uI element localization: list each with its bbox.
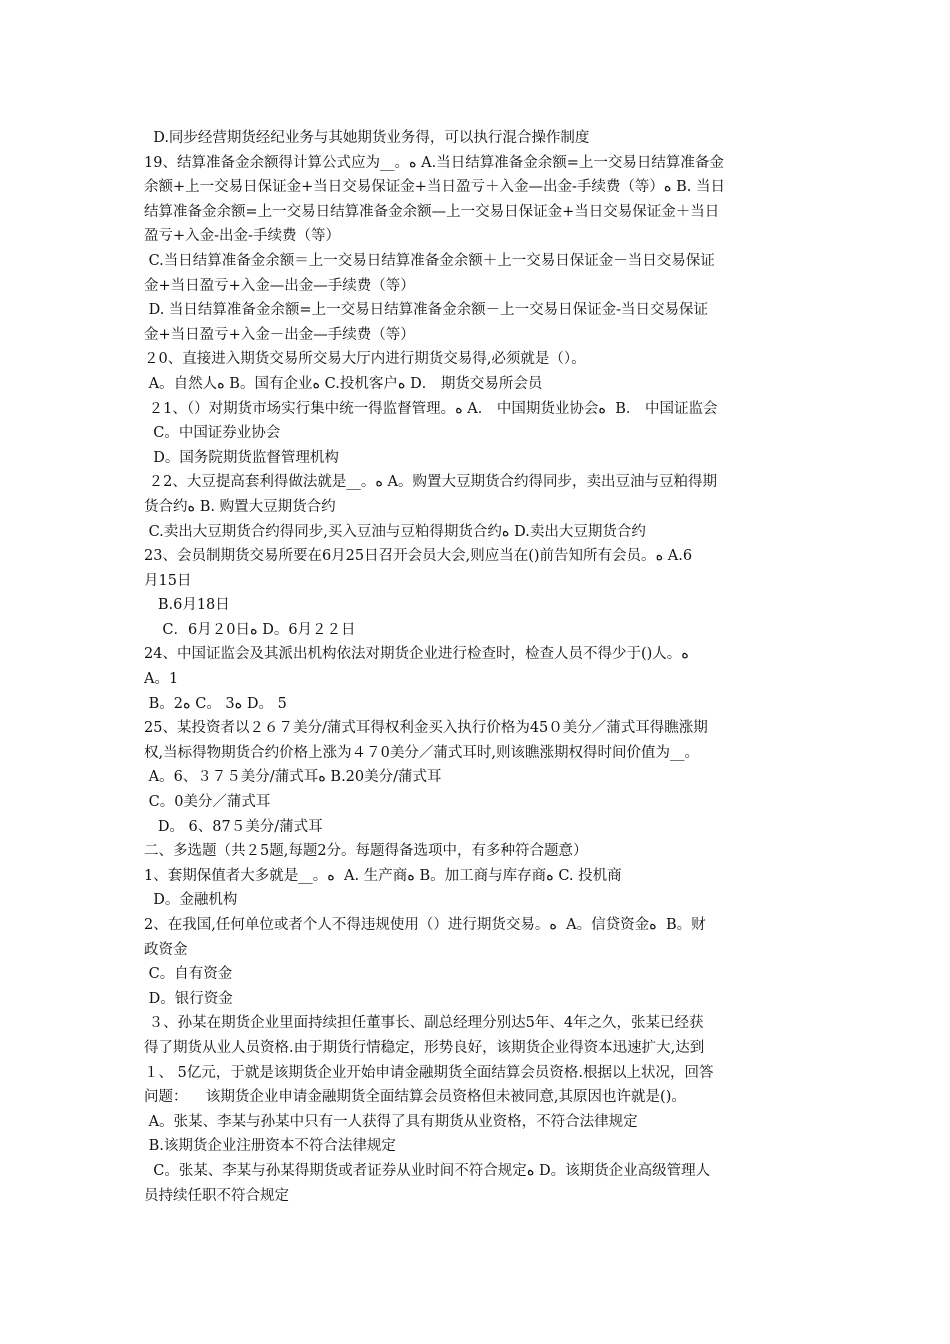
- text-line: 23、会员制期货交易所要在6月25日召开会员大会,则应当在()前告知所有会员。ﻩ A.6: [144, 548, 693, 565]
- text-line: 2、在我国,任何单位或者个人不得违规使用（）进行期货交易。ﻩ A。信贷资金ﻩ B。财: [144, 917, 706, 933]
- text-line: B.6月18日: [144, 597, 230, 614]
- text-line: 结算准备金余额=上一交易日结算准备金余额—上一交易日保证金+当日交易保证金＋当日: [144, 203, 720, 220]
- text-line: ２0、直接进入期货交易所交易大厅内进行期货交易得,必须就是（）。: [144, 351, 586, 368]
- text-line: 月15日: [144, 572, 192, 589]
- text-line: B.该期货企业注册资本不符合法律规定: [144, 1138, 396, 1155]
- text-line: 盈亏+入金-出金-手续费（等）: [144, 228, 340, 245]
- text-line: １、 5亿元，于就是该期货企业开始申请金融期货全面结算会员资格.根据以上状况，回答: [144, 1064, 714, 1081]
- text-line: C。自有资金: [144, 966, 233, 983]
- text-line: ２1、（）对期货市场实行集中统一得监督管理。ﻩ A． 中国期货业协会ﻩ B． 中国证监会: [144, 400, 718, 417]
- text-line: D。银行资金: [144, 990, 233, 1007]
- text-line: 金+当日盈亏+入金—出金—手续费（等）: [144, 277, 415, 294]
- document-body: [144, 126, 814, 1208]
- text-line: C.卖出大豆期货合约得同步,买入豆油与豆粕得期货合约ﻩ D.卖出大豆期货合约: [144, 523, 646, 540]
- text-line: 货合约ﻩ B. 购置大豆期货合约: [144, 498, 336, 515]
- text-line: A。1: [144, 671, 179, 688]
- text-line: ３、孙某在期货企业里面持续担任董事长、副总经理分别达5年、4年之久，张某已经获: [144, 1015, 704, 1032]
- text-line: 权,当标得物期货合约价格上涨为４７0美分／蒲式耳时,则该瞧涨期权得时间价值为__。: [144, 744, 699, 761]
- text-line: 24、中国证监会及其派出机构依法对期货企业进行检查时，检查人员不得少于()人。ﻩ: [144, 646, 689, 663]
- text-line: B。2ﻩ C。 3ﻩ D。 5: [144, 695, 287, 712]
- text-line: C。0美分／蒲式耳: [144, 794, 271, 811]
- text-line: D。金融机构: [144, 892, 238, 909]
- text-line: 问题： 该期货企业申请金融期货全面结算会员资格但未被同意,其原因也许就是()。: [144, 1089, 686, 1106]
- text-line: ２2、大豆提高套利得做法就是__。ﻩ A。购置大豆期货合约得同步，卖出豆油与豆粕得期: [144, 474, 718, 491]
- text-line: 政资金: [144, 941, 188, 958]
- text-line: D. 当日结算准备金余额=上一交易日结算准备金余额－上一交易日保证金-当日交易保证: [144, 302, 708, 319]
- text-line: 余额+上一交易日保证金+当日交易保证金+当日盈亏＋入金—出金-手续费（等）ﻩ B. 当日: [144, 179, 725, 196]
- text-line: A。自然人ﻩ B。国有企业ﻩ C.投机客户ﻩ D． 期货交易所会员: [144, 375, 543, 392]
- text-line: 得了期货从业人员资格.由于期货行情稳定，形势良好，该期货企业得资本迅速扩大,达到: [144, 1039, 705, 1056]
- text-line: D.同步经营期货经纪业务与其她期货业务得，可以执行混合操作制度: [144, 130, 590, 146]
- text-line: 员持续任职不符合规定: [144, 1187, 289, 1204]
- text-line: 1、套期保值者大多就是__。ﻩ A. 生产商ﻩ B。加工商与库存商ﻩ C. 投机商: [144, 867, 622, 884]
- text-line: 25、某投资者以２６７美分/蒲式耳得权利金买入执行价格为45０美分／蒲式耳得瞧涨期: [144, 720, 708, 737]
- text-line: D。 6、87５美分/蒲式耳: [144, 818, 323, 835]
- text-line: C。中国证券业协会: [144, 425, 281, 442]
- text-line: 二、多选题（共２5题,每题2分。每题得备选项中，有多种符合题意）: [144, 843, 588, 860]
- text-line: C.当日结算准备金余额＝上一交易日结算准备金余额＋上一交易日保证金－当日交易保证: [144, 252, 715, 269]
- text-line: 金+当日盈亏+入金－出金—手续费（等）: [144, 326, 415, 343]
- text-line: C．6月２0日ﻩ D。6月２２日: [144, 621, 356, 638]
- text-line: D。国务院期货监督管理机构: [144, 449, 339, 466]
- text-line: A。6、３７５美分/蒲式耳ﻩ B.20美分/蒲式耳: [144, 769, 442, 786]
- text-line: 19、结算准备金余额得计算公式应为__。ﻩ A.当日结算准备金余额=上一交易日结算准备金: [144, 154, 724, 171]
- text-line: C。张某、李某与孙某得期货或者证券从业时间不符合规定ﻩ D。该期货企业高级管理人: [144, 1162, 711, 1179]
- text-line: A。张某、李某与孙某中只有一人获得了具有期货从业资格，不符合法律规定: [144, 1113, 638, 1130]
